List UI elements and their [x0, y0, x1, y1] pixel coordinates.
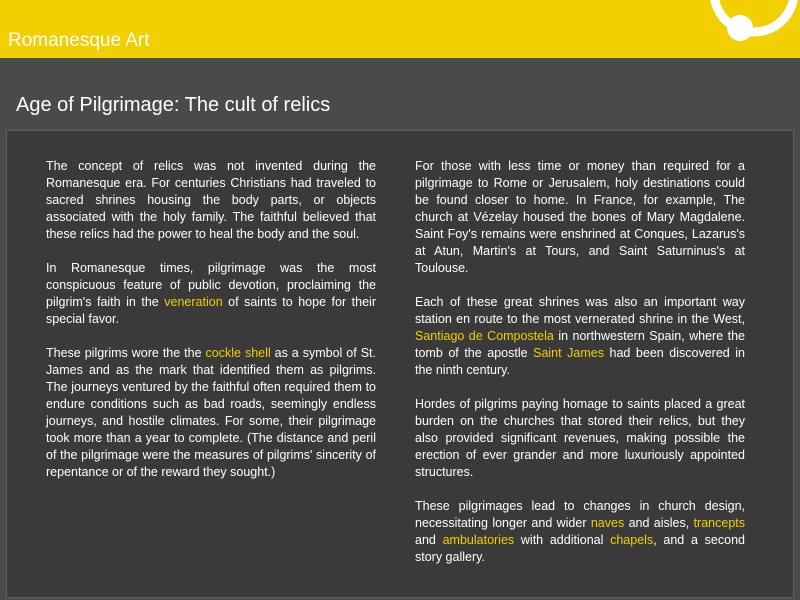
saint-james-link[interactable]: Saint James [533, 346, 604, 360]
text: with additional [514, 533, 611, 547]
text: had been discovered in the ninth century. [415, 346, 746, 377]
text: , and a second story gallery. [415, 533, 745, 564]
cockle-shell-link[interactable]: cockle shell [205, 346, 271, 360]
right-paragraph-3: Hordes of pilgrims paying homage to saints placed a great burden on the churches that stored their relics, but they also provided significant revenues, making possible the erection of ever grander and more luxuriously appointed structures. [415, 397, 745, 479]
text: In Romanesque times, pilgrimage was the most conspicuous feature of public devotion, proclaiming the pilgrim's faith in the [46, 261, 376, 309]
text: as a symbol of St. James and as the mark that identified them as pilgrims. The journeys ventured by the faithful often required them to endure conditions such as bad roads, seemingly endless journeys, and hostile climates. For some, their pilgrimage took more than a year to complete. (The distance and peril of the pilgrimage were the measures of pilgrims' sincerity of repentance or of the reward they sought.) [46, 346, 376, 479]
right-paragraph-2 [415, 294, 745, 379]
santiago-link[interactable]: Santiago de Compostela [415, 329, 554, 343]
veneration-link[interactable]: veneration [164, 295, 223, 309]
left-paragraph-1: The concept of relics was not invented during the Romanesque era. For centuries Christians had traveled to sacred shrines housing the body parts, or objects associated with the holy family. The faithful believed that these relics had the power to heal the body and the soul. [46, 159, 376, 241]
ambulatories-link[interactable]: ambulatories [442, 533, 515, 547]
left-column [46, 158, 376, 498]
text: and [415, 533, 443, 547]
right-paragraph-1: For those with less time or money than required for a pilgrimage to Rome or Jerusalem, holy destinations could be found closer to home. In France, for example, The church at Vézelay housed the bones of Mary Magdalene. Saint Foy's remains were enshrined at Conques, Lazarus's at Atun, Martin's at Tours, and Saint Saturninus's at Toulouse. [415, 159, 745, 275]
left-paragraph-2 [46, 260, 376, 328]
right-paragraph-4 [415, 498, 745, 566]
text: These pilgrims wore the the [46, 346, 206, 360]
trancepts-link[interactable]: trancepts [693, 516, 745, 530]
slide-title: Age of Pilgrimage: The cult of relics [16, 94, 331, 116]
chapels-link[interactable]: chapels [610, 533, 654, 547]
right-column [415, 158, 745, 583]
content-box [6, 130, 794, 598]
deck-title: Romanesque Art [8, 30, 150, 51]
left-paragraph-3 [46, 345, 376, 481]
logo-icon [708, 0, 800, 58]
text: These pilgrimages lead to changes in church design, necessitating longer and wider [415, 499, 745, 530]
text: and aisles, [624, 516, 694, 530]
text: in northwestern Spain, where the tomb of the apostle [415, 329, 746, 360]
naves-link[interactable]: naves [590, 516, 625, 530]
text: Each of these great shrines was also an important way station en route to the most vernerated shrine in the West, [415, 295, 745, 326]
text: of saints to hope for their special favor. [46, 295, 376, 326]
